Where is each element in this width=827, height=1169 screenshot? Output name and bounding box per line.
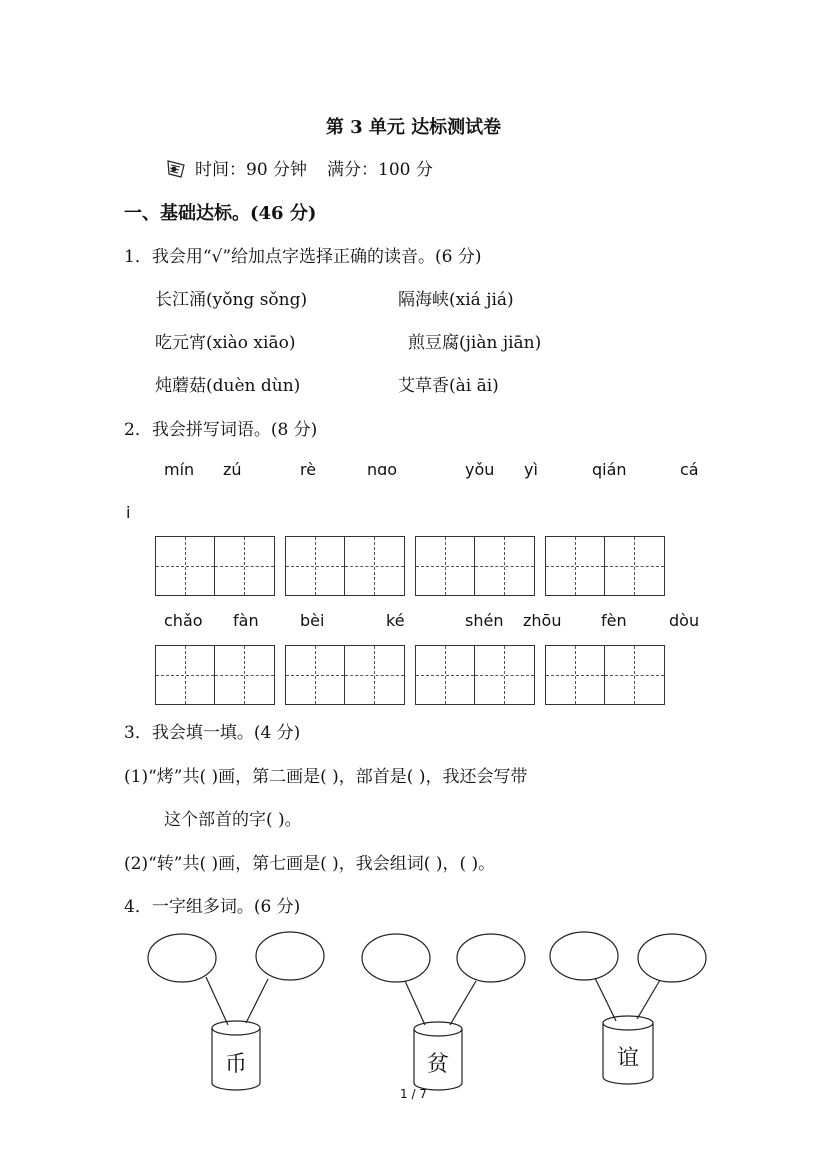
char-pin: 贫: [426, 1052, 450, 1077]
writing-box[interactable]: [285, 536, 405, 596]
writing-box[interactable]: [545, 645, 665, 705]
pinyin: qián: [592, 460, 627, 479]
page-title: 第 3 单元 达标测试卷: [325, 117, 502, 138]
pinyin: fèn: [601, 611, 627, 630]
q3-line: (1)“烤”共( )画，第二画是( )，部首是( )，我还会写带: [124, 767, 528, 787]
q1-prompt: 1．我会用“√”给加点字选择正确的读音。(6 分): [124, 247, 482, 267]
pinyin: cá: [680, 460, 699, 479]
exam-meta: [165, 155, 433, 180]
char-bi: 币: [224, 1052, 248, 1077]
writing-box[interactable]: [285, 645, 405, 705]
page-number: 1 / 7: [400, 1087, 427, 1101]
answer-bubble: [457, 934, 525, 982]
pinyin: chǎo: [164, 611, 203, 630]
char-yi: 谊: [616, 1046, 640, 1071]
pinyin: shén: [465, 611, 504, 630]
answer-bubble: [638, 934, 706, 982]
q1-item: 煎豆腐(jiàn jiān): [408, 333, 542, 353]
answer-bubble: [256, 932, 324, 980]
pinyin: yì: [524, 460, 538, 479]
clock-icon: [165, 159, 187, 179]
answer-bubble: [550, 932, 618, 980]
q4-prompt: 4．一字组多词。(6 分): [124, 897, 301, 917]
pinyin: yǒu: [465, 460, 495, 479]
full-score: 满分：100 分: [327, 160, 433, 180]
q1-item: 艾草香(ài āi): [398, 376, 499, 396]
pinyin: fàn: [233, 611, 259, 630]
q1-item: 隔海峡(xiá jiá): [398, 290, 514, 310]
pinyin: nɑo: [367, 460, 398, 479]
answer-bubble: [148, 934, 216, 982]
writing-box[interactable]: [545, 536, 665, 596]
q3-line: (2)“转”共( )画，第七画是( )，我会组词( )，( )。: [124, 854, 496, 874]
pinyin: rè: [300, 460, 317, 479]
time-limit: 时间：90 分钟: [195, 160, 308, 180]
writing-box[interactable]: [155, 645, 275, 705]
q1-item: 炖蘑菇(duèn dùn): [155, 376, 301, 396]
section-basic: 一、基础达标。(46 分): [124, 203, 317, 224]
q1-item: 吃元宵(xiào xiāo): [155, 333, 296, 353]
pinyin: mín: [164, 460, 195, 479]
writing-box[interactable]: [155, 536, 275, 596]
pinyin: bèi: [300, 611, 325, 630]
writing-box[interactable]: [415, 536, 535, 596]
answer-bubble: [362, 934, 430, 982]
q3-prompt: 3．我会填一填。(4 分): [124, 723, 301, 743]
q1-item: 长江涌(yǒng sǒng): [155, 290, 308, 310]
pinyin: i: [126, 503, 131, 522]
q3-line: 这个部首的字( )。: [164, 810, 302, 830]
word-tree-diagram: [140, 925, 720, 1095]
pinyin: zhōu: [523, 611, 562, 630]
writing-box[interactable]: [415, 645, 535, 705]
q2-prompt: 2．我会拼写词语。(8 分): [124, 420, 318, 440]
pinyin: ké: [386, 611, 405, 630]
pinyin: zú: [223, 460, 242, 479]
pinyin: dòu: [669, 611, 700, 630]
